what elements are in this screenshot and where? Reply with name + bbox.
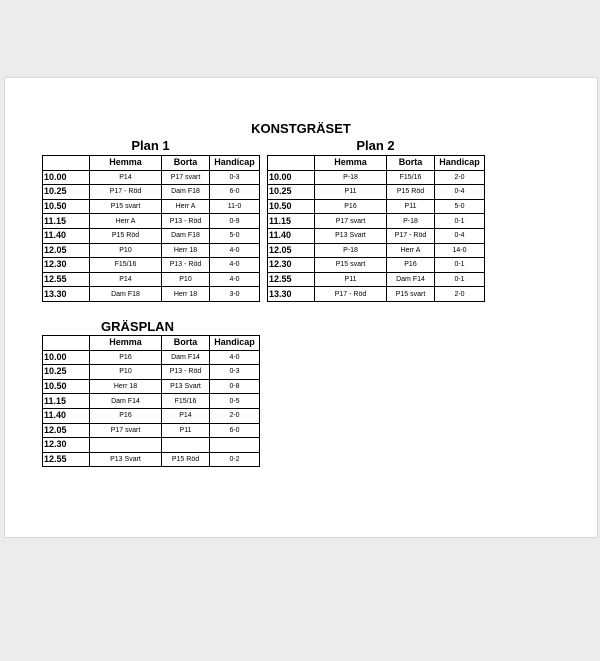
home-team-cell: P17 - Röd bbox=[315, 287, 387, 302]
table-row bbox=[268, 228, 485, 243]
time-cell: 11.40 bbox=[268, 228, 315, 243]
handicap-cell: 0-4 bbox=[435, 185, 485, 200]
section-title-grasplan: GRÄSPLAN bbox=[101, 319, 174, 334]
page-title: KONSTGRÄSET bbox=[251, 121, 351, 136]
away-team-cell: P15 Röd bbox=[162, 452, 210, 467]
time-cell: 13.30 bbox=[43, 287, 90, 302]
handicap-cell: 0-9 bbox=[210, 214, 260, 229]
column-header: Borta bbox=[162, 336, 210, 351]
home-team-cell: Dam F18 bbox=[90, 287, 162, 302]
away-team-cell: P11 bbox=[162, 423, 210, 438]
header-row bbox=[43, 156, 260, 171]
away-team-cell: Herr 18 bbox=[162, 243, 210, 258]
column-header: Hemma bbox=[90, 156, 162, 171]
away-team-cell: F15/16 bbox=[387, 170, 435, 185]
handicap-cell: 6-0 bbox=[210, 185, 260, 200]
handicap-cell: 6-0 bbox=[210, 423, 260, 438]
home-team-cell: P10 bbox=[90, 365, 162, 380]
time-cell: 12.30 bbox=[43, 258, 90, 273]
home-team-cell: P16 bbox=[90, 408, 162, 423]
away-team-cell: Herr A bbox=[162, 199, 210, 214]
away-team-cell: Dam F14 bbox=[387, 272, 435, 287]
home-team-cell: F15/16 bbox=[90, 258, 162, 273]
table-row bbox=[43, 423, 260, 438]
column-header: Hemma bbox=[315, 156, 387, 171]
home-team-cell: P14 bbox=[90, 272, 162, 287]
table-row bbox=[43, 350, 260, 365]
column-header: Handicap bbox=[210, 156, 260, 171]
away-team-cell: P16 bbox=[387, 258, 435, 273]
table-row bbox=[43, 379, 260, 394]
handicap-cell: 4-0 bbox=[210, 258, 260, 273]
table-row bbox=[43, 365, 260, 380]
away-team-cell: P11 bbox=[387, 199, 435, 214]
away-team-cell: P13 - Röd bbox=[162, 258, 210, 273]
table-row bbox=[43, 287, 260, 302]
time-cell: 13.30 bbox=[268, 287, 315, 302]
column-header bbox=[43, 156, 90, 171]
time-cell: 10.00 bbox=[268, 170, 315, 185]
table-row bbox=[268, 287, 485, 302]
home-team-cell: P16 bbox=[315, 199, 387, 214]
document-page bbox=[4, 77, 598, 538]
home-team-cell: P-18 bbox=[315, 170, 387, 185]
time-cell: 11.15 bbox=[43, 394, 90, 409]
home-team-cell: P15 svart bbox=[315, 258, 387, 273]
handicap-cell: 0-3 bbox=[210, 365, 260, 380]
handicap-cell: 5-0 bbox=[435, 199, 485, 214]
column-header: Borta bbox=[162, 156, 210, 171]
handicap-cell: 4-0 bbox=[210, 350, 260, 365]
away-team-cell: Herr 18 bbox=[162, 287, 210, 302]
home-team-cell: Herr A bbox=[90, 214, 162, 229]
away-team-cell: F15/16 bbox=[162, 394, 210, 409]
home-team-cell: P10 bbox=[90, 243, 162, 258]
column-header: Handicap bbox=[210, 336, 260, 351]
section-title-plan1: Plan 1 bbox=[131, 138, 170, 153]
home-team-cell: P15 Röd bbox=[90, 228, 162, 243]
time-cell: 11.15 bbox=[43, 214, 90, 229]
table-row bbox=[43, 438, 260, 453]
header-row bbox=[43, 336, 260, 351]
away-team-cell: P13 Svart bbox=[162, 379, 210, 394]
table-row bbox=[268, 243, 485, 258]
away-team-cell: P-18 bbox=[387, 214, 435, 229]
home-team-cell: Dam F14 bbox=[90, 394, 162, 409]
column-header: Handicap bbox=[435, 156, 485, 171]
table-row bbox=[43, 408, 260, 423]
home-team-cell: P15 svart bbox=[90, 199, 162, 214]
time-cell: 11.40 bbox=[43, 408, 90, 423]
time-cell: 10.25 bbox=[43, 185, 90, 200]
handicap-cell: 0-5 bbox=[210, 394, 260, 409]
handicap-cell: 0-1 bbox=[435, 258, 485, 273]
handicap-cell: 0-8 bbox=[210, 379, 260, 394]
handicap-cell bbox=[210, 438, 260, 453]
time-cell: 10.50 bbox=[43, 199, 90, 214]
table-row bbox=[43, 258, 260, 273]
handicap-cell: 5-0 bbox=[210, 228, 260, 243]
home-team-cell: P-18 bbox=[315, 243, 387, 258]
away-team-cell bbox=[162, 438, 210, 453]
table-row bbox=[43, 214, 260, 229]
time-cell: 12.05 bbox=[43, 243, 90, 258]
table-row bbox=[268, 199, 485, 214]
handicap-cell: 4-0 bbox=[210, 243, 260, 258]
time-cell: 11.40 bbox=[43, 228, 90, 243]
schedule-table-grasplan bbox=[42, 335, 260, 467]
table-row bbox=[43, 272, 260, 287]
section-title-plan2: Plan 2 bbox=[356, 138, 395, 153]
table-row bbox=[268, 272, 485, 287]
home-team-cell: P11 bbox=[315, 272, 387, 287]
header-row bbox=[268, 156, 485, 171]
time-cell: 12.30 bbox=[268, 258, 315, 273]
away-team-cell: P14 bbox=[162, 408, 210, 423]
time-cell: 12.55 bbox=[268, 272, 315, 287]
home-team-cell: P13 Svart bbox=[90, 452, 162, 467]
time-cell: 10.25 bbox=[43, 365, 90, 380]
table-row bbox=[43, 394, 260, 409]
time-cell: 10.50 bbox=[268, 199, 315, 214]
handicap-cell: 0-3 bbox=[210, 170, 260, 185]
handicap-cell: 2-0 bbox=[435, 170, 485, 185]
handicap-cell: 2-0 bbox=[210, 408, 260, 423]
table-row bbox=[268, 258, 485, 273]
handicap-cell: 4-0 bbox=[210, 272, 260, 287]
time-cell: 10.25 bbox=[268, 185, 315, 200]
away-team-cell: P13 - Röd bbox=[162, 214, 210, 229]
time-cell: 12.30 bbox=[43, 438, 90, 453]
time-cell: 11.15 bbox=[268, 214, 315, 229]
table-row bbox=[268, 185, 485, 200]
handicap-cell: 3-0 bbox=[210, 287, 260, 302]
home-team-cell: P13 Svart bbox=[315, 228, 387, 243]
home-team-cell: P17 - Röd bbox=[90, 185, 162, 200]
table-row bbox=[268, 214, 485, 229]
table-row bbox=[43, 243, 260, 258]
time-cell: 12.05 bbox=[43, 423, 90, 438]
home-team-cell bbox=[90, 438, 162, 453]
away-team-cell: P13 - Röd bbox=[162, 365, 210, 380]
table-row bbox=[43, 185, 260, 200]
away-team-cell: Dam F18 bbox=[162, 228, 210, 243]
time-cell: 10.00 bbox=[43, 350, 90, 365]
handicap-cell: 11-0 bbox=[210, 199, 260, 214]
table-row bbox=[268, 170, 485, 185]
handicap-cell: 2-0 bbox=[435, 287, 485, 302]
away-team-cell: Dam F18 bbox=[162, 185, 210, 200]
table-row bbox=[43, 452, 260, 467]
away-team-cell: P10 bbox=[162, 272, 210, 287]
column-header bbox=[268, 156, 315, 171]
table-row bbox=[43, 199, 260, 214]
away-team-cell: Herr A bbox=[387, 243, 435, 258]
home-team-cell: P16 bbox=[90, 350, 162, 365]
time-cell: 12.55 bbox=[43, 452, 90, 467]
column-header: Borta bbox=[387, 156, 435, 171]
time-cell: 10.50 bbox=[43, 379, 90, 394]
time-cell: 12.55 bbox=[43, 272, 90, 287]
table-row bbox=[43, 228, 260, 243]
handicap-cell: 0-2 bbox=[210, 452, 260, 467]
home-team-cell: P17 svart bbox=[315, 214, 387, 229]
handicap-cell: 0-4 bbox=[435, 228, 485, 243]
away-team-cell: Dam F14 bbox=[162, 350, 210, 365]
table-row bbox=[43, 170, 260, 185]
handicap-cell: 0-1 bbox=[435, 272, 485, 287]
away-team-cell: P15 Röd bbox=[387, 185, 435, 200]
time-cell: 10.00 bbox=[43, 170, 90, 185]
away-team-cell: P17 svart bbox=[162, 170, 210, 185]
column-header: Hemma bbox=[90, 336, 162, 351]
home-team-cell: P14 bbox=[90, 170, 162, 185]
away-team-cell: P17 - Röd bbox=[387, 228, 435, 243]
schedule-table-plan1 bbox=[42, 155, 260, 302]
home-team-cell: Herr 18 bbox=[90, 379, 162, 394]
handicap-cell: 14-0 bbox=[435, 243, 485, 258]
time-cell: 12.05 bbox=[268, 243, 315, 258]
column-header bbox=[43, 336, 90, 351]
home-team-cell: P11 bbox=[315, 185, 387, 200]
away-team-cell: P15 svart bbox=[387, 287, 435, 302]
home-team-cell: P17 svart bbox=[90, 423, 162, 438]
handicap-cell: 0-1 bbox=[435, 214, 485, 229]
schedule-table-plan2 bbox=[267, 155, 485, 302]
